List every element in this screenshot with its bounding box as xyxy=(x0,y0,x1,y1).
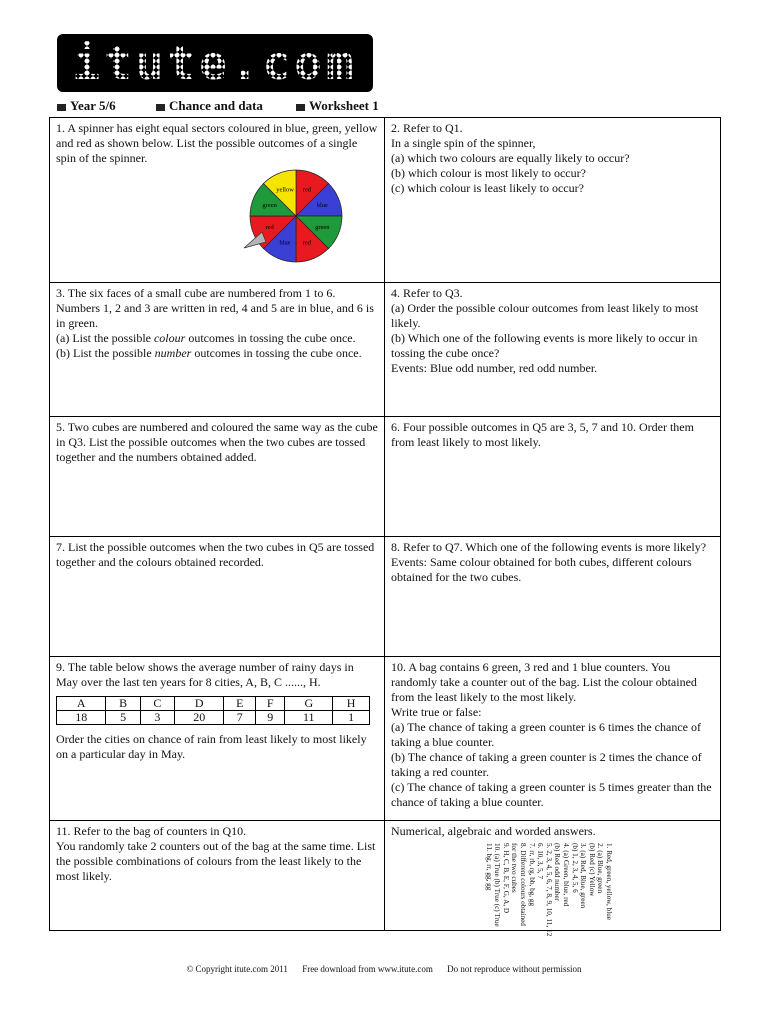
spinner-label: red xyxy=(302,186,312,194)
answer-line: 4. (a) Green, blue, red xyxy=(562,843,571,907)
spinner-label: yellow xyxy=(276,186,294,194)
question-4-text: 4. Refer to Q3. (a) Order the possible colour outcomes from least likely to most likely. (b) Which one of the following events is more likely to occur in tossing the cube once? Events: Blue odd number, red odd number. xyxy=(391,286,699,375)
rainy-days-table xyxy=(56,696,370,725)
question-8-text: 8. Refer to Q7. Which one of the following events is more likely? Events: Same colour obtained for both cubes, different colours obtained for the two cubes. xyxy=(391,540,707,584)
answer-line: 7. rr, rb, rg, bb, bg, gg xyxy=(527,843,536,907)
answer-line: 3. (a) Red, Blue, green xyxy=(579,843,588,909)
worksheet-header xyxy=(57,98,379,114)
topic-label: Chance and data xyxy=(169,98,263,113)
square-bullet-icon xyxy=(296,104,305,111)
answer-line: 1. Red, green, yellow, blue xyxy=(605,843,613,920)
answer-line: 6. 10, 3, 5, 7 xyxy=(536,843,545,879)
square-bullet-icon xyxy=(57,104,66,111)
answers-title: Numerical, algebraic and worded answers. xyxy=(391,824,596,838)
days-cell: 11 xyxy=(285,711,333,725)
city-cell: E xyxy=(224,697,256,711)
answer-line: (b) Red (c) Yellow xyxy=(587,843,596,897)
question-3-part-b: (b) List the possible number outcomes in tossing the cube once. xyxy=(56,346,362,360)
city-cell: B xyxy=(106,697,140,711)
question-9-intro: 9. The table below shows the average number of rainy days in May over the last ten years for 8 cities, A, B, C ......, H. xyxy=(56,660,354,689)
days-cell: 20 xyxy=(175,711,224,725)
city-cell: D xyxy=(175,697,224,711)
answer-line: (b) 1, 2, 3, 4, 5, 6 xyxy=(570,843,579,893)
days-cell: 7 xyxy=(224,711,256,725)
days-cell: 1 xyxy=(333,711,370,725)
square-bullet-icon xyxy=(156,104,165,111)
year-label: Year 5/6 xyxy=(70,98,116,113)
answer-line: 10. (a) True (b) True (c) True xyxy=(493,843,502,927)
question-11-text: 11. Refer to the bag of counters in Q10. You randomly take 2 counters out of the bag at the same time. List the possible combinations of colours from the least likely to the most likely. xyxy=(56,824,376,883)
download-text: Free download from www.itute.com xyxy=(302,964,433,974)
table-row xyxy=(57,697,370,711)
spinner-diagram xyxy=(240,168,350,268)
spinner-label: green xyxy=(262,202,277,210)
worksheet-label: Worksheet 1 xyxy=(309,98,379,113)
answer-line: for the two cubes xyxy=(510,843,519,893)
footer xyxy=(0,964,768,974)
days-cell: 3 xyxy=(140,711,174,725)
question-3 xyxy=(50,283,385,417)
question-3-intro: 3. The six faces of a small cube are numbered from 1 to 6. Numbers 1, 2 and 3 are written in red, 4 and 5 are in blue, and 6 is in green. xyxy=(56,286,374,330)
question-2-text: 2. Refer to Q1. In a single spin of the spinner, (a) which two colours are equally likely to occur? (b) which colour is most likely to occur? (c) which colour is least likely to occur? xyxy=(391,121,630,195)
answer-line: 9. H, C, B, E, F, G, A, D xyxy=(501,843,510,914)
city-cell: H xyxy=(333,697,370,711)
question-10-text: 10. A bag contains 6 green, 3 red and 1 blue counters. You randomly take a counter out of the bag. List the colour obtained from the least likely to the most likely. Write true or false: (a) The chance of taking a green counter is 6 times the chance of taking a blue counter. (b) The chance of taking a green counter is 2 times the chance of taking a red counter. (c) The chance of taking a green counter is 5 times greater than the chance of taking a blue counter. xyxy=(391,660,712,809)
answer-line: 11. bg, rr, gg, gg xyxy=(484,843,493,891)
question-1 xyxy=(50,118,385,283)
spinner-label: green xyxy=(315,223,330,231)
notice-text: Do not reproduce without permission xyxy=(447,964,582,974)
days-cell: 9 xyxy=(256,711,285,725)
spinner-label: blue xyxy=(316,202,328,210)
logo-text: itute.com xyxy=(72,36,358,90)
question-7 xyxy=(50,537,385,657)
days-cell: 18 xyxy=(57,711,106,725)
question-9-outro: Order the cities on chance of rain from least likely to most likely on a particular day in May. xyxy=(56,732,367,761)
question-4 xyxy=(385,283,720,417)
spinner-label: blue xyxy=(279,239,291,247)
answer-line: (b) Red odd number xyxy=(553,843,562,902)
answer-line: 2. (a) Blue, green xyxy=(596,843,605,894)
itute-logo xyxy=(57,34,373,92)
answers-block xyxy=(484,843,625,937)
question-6 xyxy=(385,417,720,537)
question-10 xyxy=(385,657,720,821)
city-cell: F xyxy=(256,697,285,711)
city-cell: A xyxy=(57,697,106,711)
question-11 xyxy=(50,821,385,930)
answer-line: 8. Different colours obtained xyxy=(519,843,528,926)
question-2 xyxy=(385,118,720,283)
copyright-text: © Copyright itute.com 2011 xyxy=(186,964,288,974)
question-1-text: 1. A spinner has eight equal sectors coloured in blue, green, yellow and red as shown below. List the possible outcomes of a single spin of the spinner. xyxy=(56,121,378,165)
answer-line: 5. 2, 3, 4, 5, 6, 7, 8, 9, 10, 11, 12 xyxy=(544,843,553,937)
question-5-text: 5. Two cubes are numbered and coloured the same way as the cube in Q3. List the possible outcomes when the two cubes are tossed together and the numbers obtained added. xyxy=(56,420,378,464)
question-5 xyxy=(50,417,385,537)
spinner-label: red xyxy=(265,223,274,231)
city-cell: C xyxy=(140,697,174,711)
question-7-text: 7. List the possible outcomes when the two cubes in Q5 are tossed together and the colours obtained recorded. xyxy=(56,540,375,569)
days-cell: 5 xyxy=(106,711,140,725)
answers-list xyxy=(484,843,613,936)
spinner-label: red xyxy=(302,239,312,247)
answers-cell xyxy=(385,821,720,937)
question-6-text: 6. Four possible outcomes in Q5 are 3, 5, 7 and 10. Order them from least likely to most likely. xyxy=(391,420,694,449)
question-9 xyxy=(50,657,385,821)
question-3-part-a: (a) List the possible colour outcomes in tossing the cube once. xyxy=(56,331,356,345)
table-row xyxy=(57,711,370,725)
question-8 xyxy=(385,537,720,657)
question-grid xyxy=(49,117,721,937)
city-cell: G xyxy=(285,697,333,711)
